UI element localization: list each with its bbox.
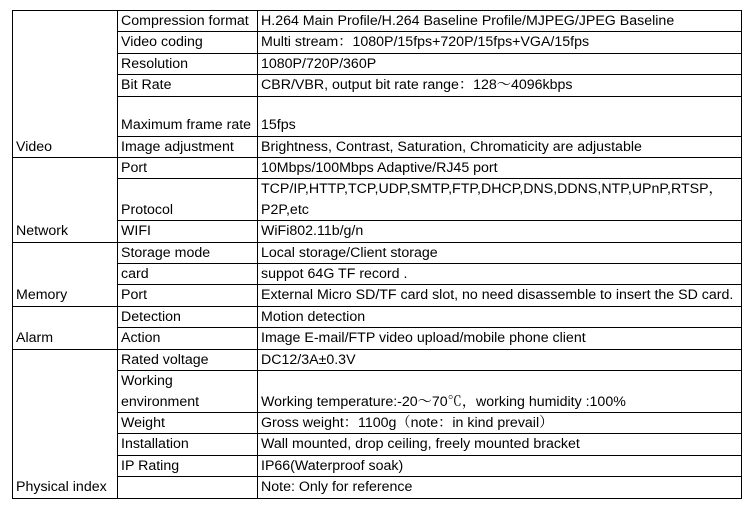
param-label: Protocol [118, 179, 258, 221]
param-label: Compression format [118, 11, 258, 32]
param-label: Detection [118, 306, 258, 327]
table-row [13, 75, 742, 96]
table-row [13, 285, 742, 306]
category-network: Network [13, 158, 118, 243]
param-value: 10Mbps/100Mbps Adaptive/RJ45 port [258, 158, 742, 179]
table-row [13, 11, 742, 32]
param-value: CBR/VBR, output bit rate range：128～4096kbps [258, 75, 742, 96]
param-value: suppot 64G TF record . [258, 264, 742, 285]
table-row [13, 179, 742, 221]
table-row [13, 136, 742, 157]
param-label: Maximum frame rate [118, 96, 258, 136]
param-label: Rated voltage [118, 349, 258, 370]
param-value: Gross weight：1100g（note：in kind prevail） [258, 412, 742, 433]
param-value: Local storage/Client storage [258, 242, 742, 263]
category-video: Video [13, 11, 118, 158]
param-value: Motion detection [258, 306, 742, 327]
param-value: External Micro SD/TF card slot, no need disassemble to insert the SD card. [258, 285, 742, 306]
param-label: Port [118, 285, 258, 306]
table-row [13, 158, 742, 179]
param-value: Working temperature:-20～70℃，working humidity :100% [258, 371, 742, 413]
param-label: WIFI [118, 221, 258, 242]
param-value: 15fps [258, 96, 742, 136]
param-label: Storage mode [118, 242, 258, 263]
param-label: Installation [118, 434, 258, 455]
param-label [118, 477, 258, 498]
param-label: Video coding [118, 32, 258, 53]
param-value: Image E-mail/FTP video upload/mobile phone client [258, 328, 742, 349]
param-value: Brightness, Contrast, Saturation, Chromaticity are adjustable [258, 136, 742, 157]
param-label: Bit Rate [118, 75, 258, 96]
param-label: Resolution [118, 53, 258, 74]
param-value: DC12/3A±0.3V [258, 349, 742, 370]
param-value: IP66(Waterproof soak) [258, 455, 742, 476]
param-label: Weight [118, 412, 258, 433]
param-value: TCP/IP,HTTP,TCP,UDP,SMTP,FTP,DHCP,DNS,DDNS,NTP,UPnP,RTSP，P2P,etc [258, 179, 742, 221]
table-row [13, 455, 742, 476]
table-row [13, 53, 742, 74]
param-value: WiFi802.11b/g/n [258, 221, 742, 242]
table-row [13, 328, 742, 349]
param-label: card [118, 264, 258, 285]
param-label: Image adjustment [118, 136, 258, 157]
table-row [13, 371, 742, 413]
table-row [13, 32, 742, 53]
category-physical-index: Physical index [13, 349, 118, 498]
param-label: Action [118, 328, 258, 349]
param-label: IP Rating [118, 455, 258, 476]
table-row [13, 242, 742, 263]
param-value: 1080P/720P/360P [258, 53, 742, 74]
category-memory: Memory [13, 242, 118, 306]
param-label: Working environment [118, 371, 258, 413]
table-row [13, 349, 742, 370]
table-row [13, 96, 742, 136]
param-value: H.264 Main Profile/H.264 Baseline Profile/MJPEG/JPEG Baseline [258, 11, 742, 32]
table-row [13, 264, 742, 285]
category-alarm: Alarm [13, 306, 118, 349]
param-value: Wall mounted, drop ceiling, freely mounted bracket [258, 434, 742, 455]
spec-table [12, 10, 742, 499]
param-value: Note: Only for reference [258, 477, 742, 498]
param-value: Multi stream：1080P/15fps+720P/15fps+VGA/15fps [258, 32, 742, 53]
table-row [13, 477, 742, 498]
table-row [13, 221, 742, 242]
table-row [13, 412, 742, 433]
param-label: Port [118, 158, 258, 179]
table-row [13, 306, 742, 327]
table-row [13, 434, 742, 455]
